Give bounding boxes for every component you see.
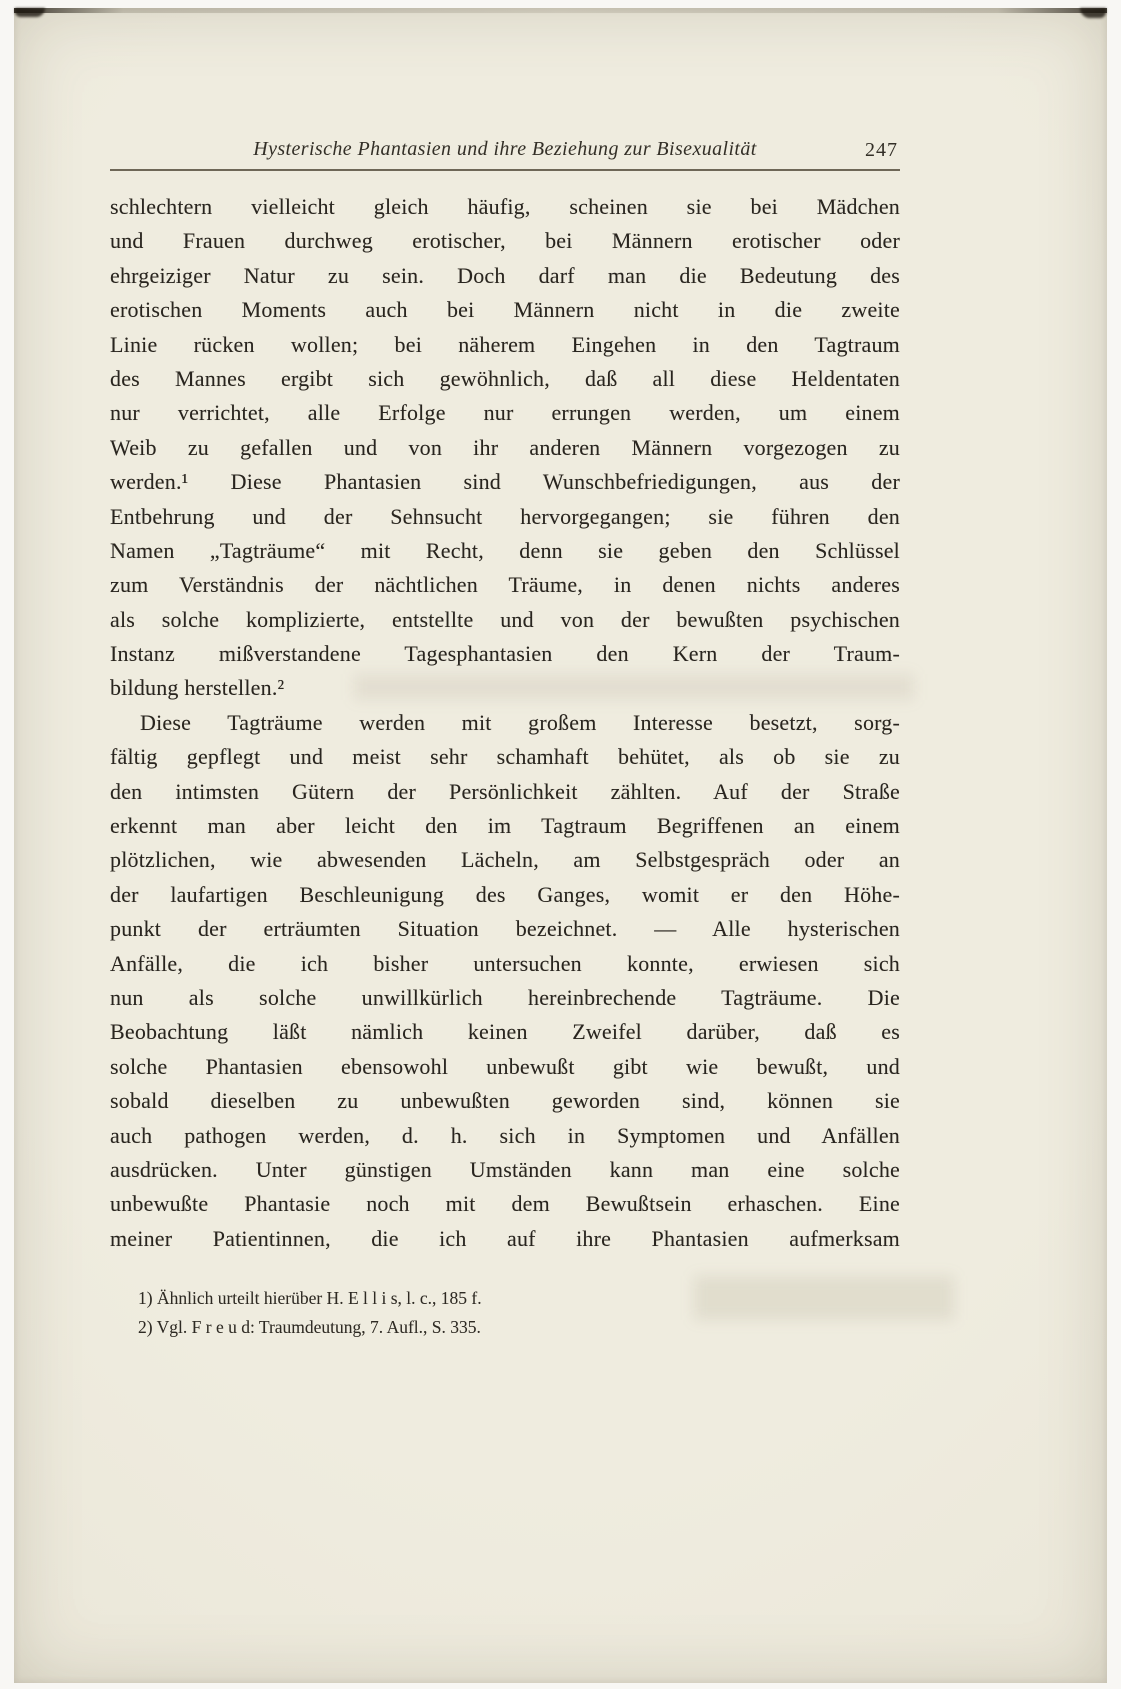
- text-line: Instanz mißverstandene Tagesphantasien den Kern der Traum-: [110, 641, 900, 667]
- text-line: werden.¹ Diese Phantasien sind Wunschbefriedigungen, aus der: [110, 469, 900, 495]
- footnote-2: 2) Vgl. F r e u d: Traumdeutung, 7. Aufl., S. 335.: [138, 1317, 481, 1337]
- text-line: Linie rücken wollen; bei näherem Eingehen in den Tagtraum: [110, 331, 900, 357]
- text-line: Entbehrung und der Sehnsucht hervorgegangen; sie führen den: [110, 503, 900, 529]
- text-line: Anfälle, die ich bisher untersuchen konnte, erwiesen sich: [110, 950, 900, 976]
- text-line: punkt der erträumten Situation bezeichnet. — Alle hysterischen: [110, 916, 900, 942]
- text-line: als solche komplizierte, entstellte und von der bewußten psychischen: [110, 606, 900, 632]
- text-line: schlechtern vielleicht gleich häufig, scheinen sie bei Mädchen: [110, 194, 900, 219]
- running-title: Hysterische Phantasien und ihre Beziehung zur Bisexualität: [253, 138, 757, 160]
- text-line: und Frauen durchweg erotischer, bei Männern erotischer oder: [110, 228, 900, 254]
- body-text: [110, 190, 900, 1256]
- text-line: erkennt man aber leicht den im Tagtraum Begriffenen an einem: [110, 813, 900, 839]
- text-line: den intimsten Gütern der Persönlichkeit zählten. Auf der Straße: [110, 778, 900, 804]
- body-paragraph-2: [110, 706, 900, 1256]
- text-line: erotischen Moments auch bei Männern nicht in die zweite: [110, 297, 900, 323]
- scan-corner-mark-right: [1080, 8, 1106, 18]
- scan-corner-mark-left: [15, 8, 45, 17]
- text-line: bildung herstellen.²: [110, 675, 285, 701]
- text-line: der laufartigen Beschleunigung des Ganges, womit er den Höhe-: [110, 881, 900, 907]
- footnotes: [138, 1284, 878, 1342]
- text-line: unbewußte Phantasie noch mit dem Bewußtsein erhaschen. Eine: [110, 1191, 900, 1217]
- text-line: plötzlichen, wie abwesenden Lächeln, am Selbstgespräch oder an: [110, 847, 900, 873]
- scan-top-edge-artifact: [14, 8, 1107, 13]
- text-line: Weib zu gefallen und von ihr anderen Männern vorgezogen zu: [110, 434, 900, 460]
- text-line: fältig gepflegt und meist sehr schamhaft behütet, als ob sie zu: [110, 744, 900, 770]
- text-line: Beobachtung läßt nämlich keinen Zweifel darüber, daß es: [110, 1019, 900, 1045]
- text-line: nur verrichtet, alle Erfolge nur errungen werden, um einem: [110, 400, 900, 426]
- text-line: des Mannes ergibt sich gewöhnlich, daß all diese Heldentaten: [110, 365, 900, 391]
- text-line: meiner Patientinnen, die ich auf ihre Phantasien aufmerksam: [110, 1225, 900, 1251]
- text-line: nun als solche unwillkürlich hereinbrechende Tagträume. Die: [110, 984, 900, 1010]
- text-line: solche Phantasien ebensowohl unbewußt gibt wie bewußt, und: [110, 1053, 900, 1079]
- text-line: Diese Tagträume werden mit großem Interesse besetzt, sorg-: [140, 709, 900, 735]
- header-rule: [110, 169, 900, 171]
- text-line: ausdrücken. Unter günstigen Umständen kann man eine solche: [110, 1156, 900, 1182]
- body-paragraph-1: [110, 190, 900, 706]
- text-line: zum Verständnis der nächtlichen Träume, in denen nichts anderes: [110, 572, 900, 598]
- running-header: [110, 138, 900, 168]
- footnote-1: 1) Ähnlich urteilt hierüber H. E l l i s, l. c., 185 f.: [138, 1288, 482, 1308]
- text-line: Namen „Tagträume“ mit Recht, denn sie geben den Schlüssel: [110, 537, 900, 563]
- page-number: 247: [865, 139, 898, 161]
- text-line: sobald dieselben zu unbewußten geworden sind, können sie: [110, 1088, 900, 1114]
- scanned-book-page: [14, 8, 1107, 1683]
- text-line: ehrgeiziger Natur zu sein. Doch darf man die Bedeutung des: [110, 262, 900, 288]
- text-line: auch pathogen werden, d. h. sich in Symptomen und Anfällen: [110, 1122, 900, 1148]
